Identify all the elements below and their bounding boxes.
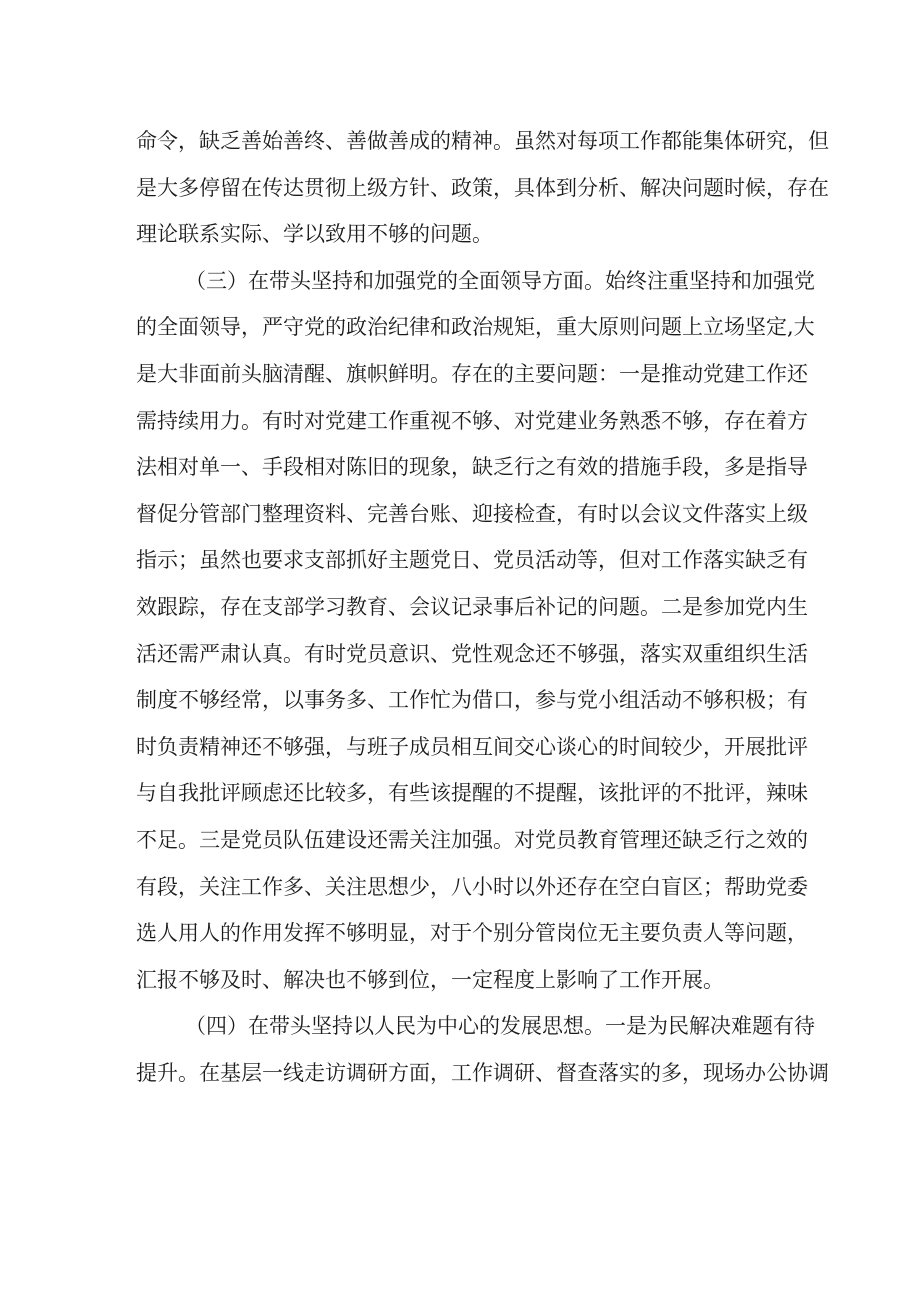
text-line: 不足。三是党员队伍建设还需关注加强。对党员教育管理还缺乏行之效的 — [136, 827, 808, 852]
text-line: 活还需严肃认真。有时党员意识、党性观念还不够强，落实双重组织生活 — [136, 641, 808, 666]
text-line: 选人用人的作用发挥不够明显，对于个别分管岗位无主要负责人等问题， — [136, 921, 808, 946]
text-line: 指示；虽然也要求支部抓好主题党日、党员活动等，但对工作落实缺乏有 — [136, 548, 808, 573]
text-line: （四）在带头坚持以人民为中心的发展思想。一是为民解决难题有待 — [185, 1014, 815, 1039]
text-line: 是大多停留在传达贯彻上级方针、政策，具体到分析、解决问题时候，存在 — [136, 175, 829, 200]
text-line: （三）在带头坚持和加强党的全面领导方面。始终注重坚持和加强党 — [185, 268, 815, 293]
text-line: 汇报不够及时、解决也不够到位，一定程度上影响了工作开展。 — [136, 967, 724, 992]
text-line: 提升。在基层一线走访调研方面，工作调研、督查落实的多，现场办公协调 — [136, 1060, 829, 1085]
text-line: 时负责精神还不够强，与班子成员相互间交心谈心的时间较少，开展批评 — [136, 734, 808, 759]
text-line: 的全面领导，严守党的政治纪律和政治规矩，重大原则问题上立场坚定,大 — [136, 315, 815, 340]
text-line: 与自我批评顾虑还比较多，有些该提醒的不提醒，该批评的不批评，辣味 — [136, 781, 808, 806]
text-line: 命令，缺乏善始善终、善做善成的精神。虽然对每项工作都能集体研究，但 — [136, 129, 829, 153]
text-line: 效跟踪，存在支部学习教育、会议记录事后补记的问题。二是参加党内生 — [136, 594, 808, 619]
text-line: 需持续用力。有时对党建工作重视不够、对党建业务熟悉不够，存在着方 — [136, 408, 808, 433]
paragraph-p1 — [136, 118, 829, 258]
text-line: 理论联系实际、学以致用不够的问题。 — [136, 222, 493, 247]
paragraph-p2 — [136, 258, 815, 1004]
text-line: 有段，关注工作多、关注思想少，八小时以外还存在空白盲区；帮助党委 — [136, 874, 808, 899]
text-line: 制度不够经常，以事务多、工作忙为借口，参与党小组活动不够积极；有 — [136, 688, 808, 713]
text-line: 是大非面前头脑清醒、旗帜鲜明。存在的主要问题：一是推动党建工作还 — [136, 361, 808, 386]
text-line: 督促分管部门整理资料、完善台账、迎接检查，有时以会议文件落实上级 — [136, 501, 808, 526]
text-line: 法相对单一、手段相对陈旧的现象，缺乏行之有效的措施手段，多是指导 — [136, 455, 808, 480]
document-body — [136, 118, 829, 1096]
paragraph-p3 — [136, 1003, 829, 1096]
